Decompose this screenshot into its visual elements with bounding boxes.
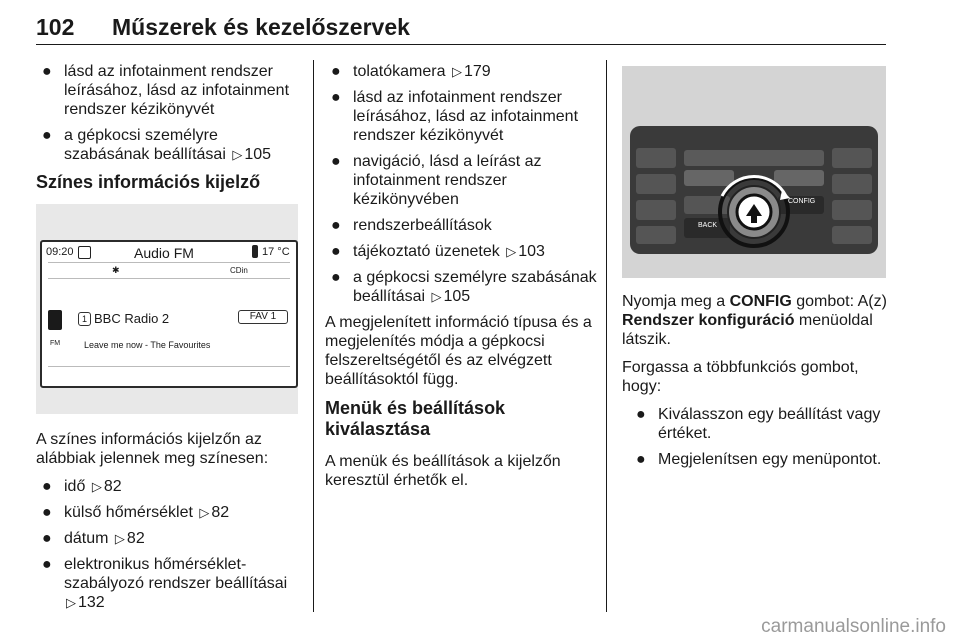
config-paragraph: Nyomja meg a CONFIG gombot: A(z) Rendszer konfiguráció menüoldal látszik. [622,293,887,348]
thermometer-icon [252,245,258,258]
list-item: ● navigáció, lásd a leírást az infotainment rendszer kézikönyvében [331,153,542,208]
radio-signal-icon [48,310,62,330]
center-console-illustration [622,66,886,278]
column-divider [606,60,607,612]
page-ref-icon: ▷ [451,64,462,79]
display-cdin: CDin [230,266,248,275]
list-item: ● lásd az infotainment rendszer leírásához, lásd az infotainment rendszer kézikönyvét [42,63,290,118]
page-ref-icon: ▷ [66,595,76,610]
clock-icon [78,246,91,259]
footer-watermark: carmanualsonline.info [761,616,946,637]
display-source: Audio FM [134,245,194,261]
page-ref-icon: ▷ [431,289,442,304]
list-item: ● tájékoztató üzenetek ▷ 103 [331,243,545,260]
display-figure [36,204,298,414]
section-heading: Menük és beállítások kiválasztása [325,398,506,439]
list-item: ● külső hőmérséklet ▷ 82 [42,504,230,521]
page-ref-icon: ▷ [199,505,210,520]
info-display-screen [40,240,298,388]
config-button-label: CONFIG [788,198,816,205]
column-1 [36,62,300,205]
column-divider [313,60,314,612]
page-ref-icon: ▷ [114,531,125,546]
info-paragraph: A megjelenített információ típusa és a megjelenítés módja a gépkocsi felszereltségétől és az elvégzett beállításoktól függ. [325,314,592,388]
page-header [36,6,886,45]
column-2 [325,62,597,499]
page-number: 102 [36,14,75,40]
menu-paragraph: A menük és beállítások a kijelzőn keresztül érhetők el. [325,453,561,489]
bluetooth-icon: ✱ [112,265,120,275]
section-heading: Színes információs kijelző [36,172,261,192]
page-ref-icon: ▷ [91,479,102,494]
rotate-paragraph: Forgassa a többfunkciós gombot, hogy: [622,359,859,395]
list-item: ● a gépkocsi személyre szabásának beállításai ▷ 105 [42,127,272,163]
list-item: ● Kiválasszon egy beállítást vagy értéket. [636,406,881,442]
list-item: ● dátum ▷ 82 [42,530,145,547]
list-item: ● lásd az infotainment rendszer leírásához, lásd az infotainment rendszer kézikönyvét [331,89,579,144]
column-1-lower [36,430,300,619]
page-title: Műszerek és kezelőszervek [112,14,410,40]
station-name: BBC Radio 2 [94,311,170,326]
radio-text: Leave me now - The Favourites [84,340,211,350]
band-label: FM [50,340,61,347]
page-ref-icon: ▷ [506,244,517,259]
list-item: ● rendszerbeállítások [331,217,492,234]
list-item: ● idő ▷ 82 [42,478,122,495]
fav-badge: FAV 1 [238,310,288,324]
list-item: ● elektronikus hőmérséklet-szabályozó rendszer beállításai ▷ 132 [42,556,288,611]
list-item: ● tolatókamera ▷ 179 [331,63,491,80]
preset-number: 1 [78,312,91,326]
display-time: 09:20 [46,246,74,258]
display-intro: A színes információs kijelzőn az alábbiak jelennek meg színesen: [36,431,269,467]
list-item: ● Megjelenítsen egy menüpontot. [636,451,882,468]
page-ref-icon: ▷ [232,147,243,162]
column-3 [622,292,888,476]
display-temp: 17 °C [262,246,290,258]
console-figure [622,66,886,278]
back-button-label: BACK [698,222,718,229]
list-item: ● a gépkocsi személyre szabásának beállításai ▷ 105 [331,269,597,305]
